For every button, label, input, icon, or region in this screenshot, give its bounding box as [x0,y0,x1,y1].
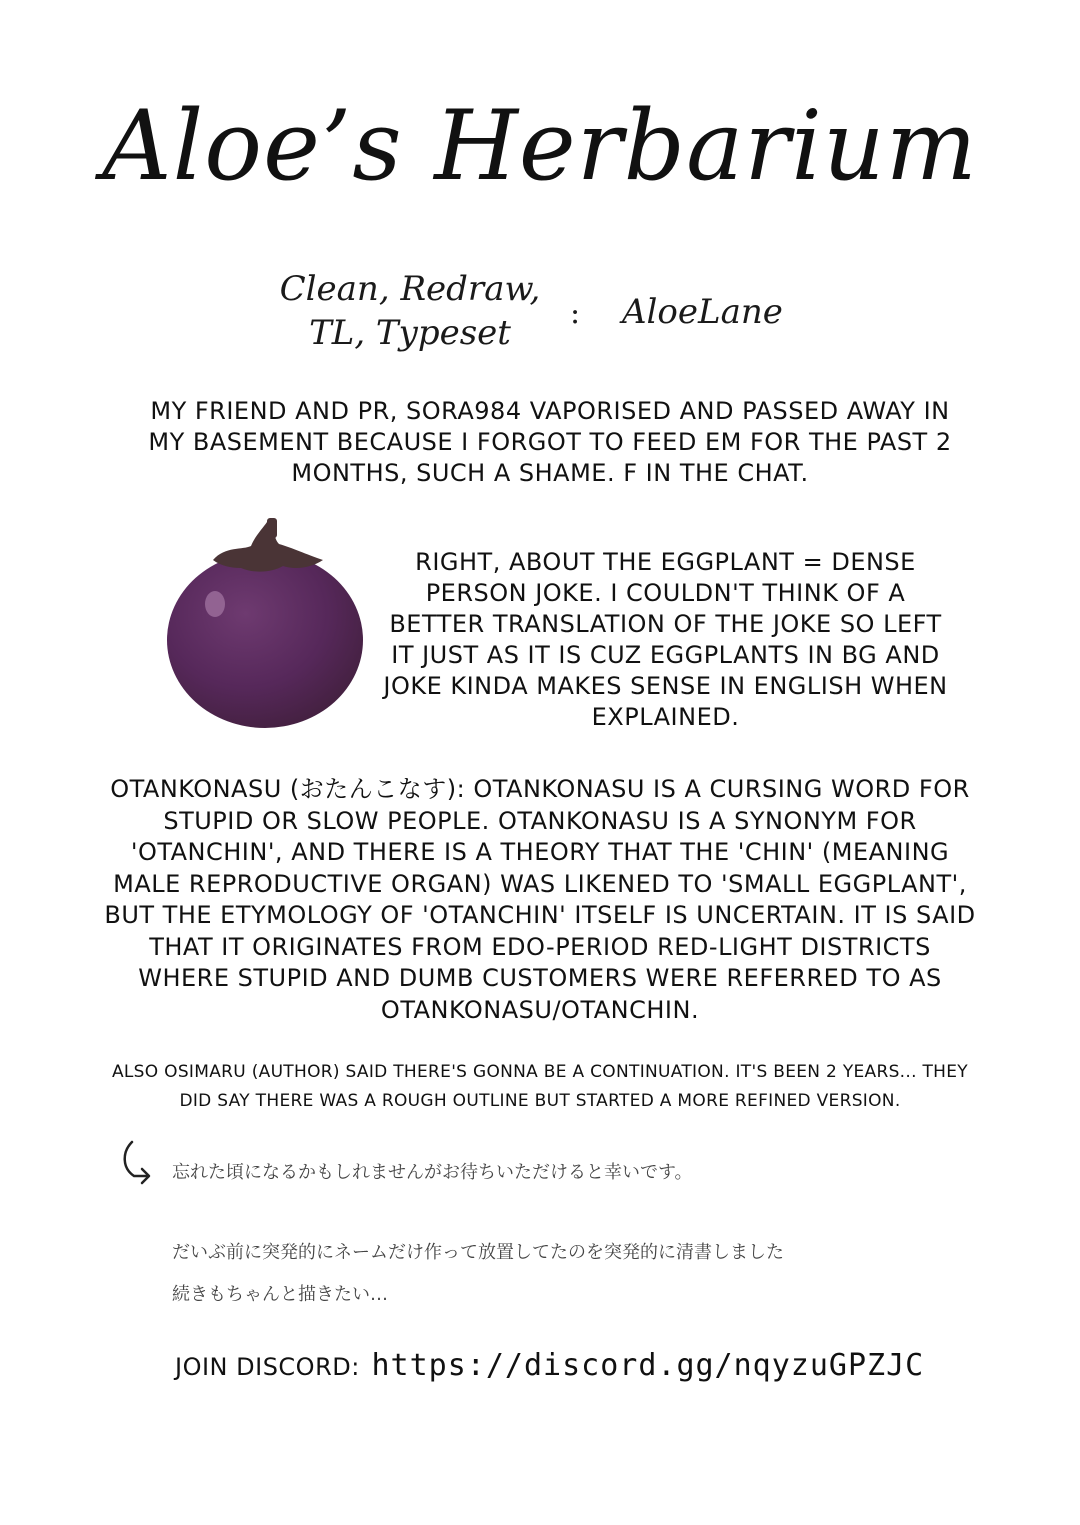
japanese-line-1: 忘れた頃になるかもしれませんがお待ちいただけると幸いです。 [172,1162,693,1183]
credit-separator: : [570,296,581,331]
credit-role-line2: TL, Typeset [309,313,511,353]
eggplant-icon [155,516,375,731]
pr-note: MY FRIEND AND PR, SORA984 VAPORISED AND PASSED AWAY IN MY BASEMENT BECAUSE I FORGOT TO FEED EM FOR THE PAST 2 MONTHS, SUCH A SHAME. F IN THE CHAT. [148,397,952,487]
curved-arrow-icon [118,1138,158,1188]
credit-name: AloeLane [622,292,783,332]
japanese-line-3: 続きもちゃんと描きたい… [172,1284,388,1305]
discord-label: JOIN DISCORD: [175,1353,360,1381]
discord-invite [175,1348,924,1383]
discord-link[interactable]: https://discord.gg/nqyzuGPZJC [371,1348,925,1383]
page-title: Aloe’s Herbarium [102,90,978,202]
continuation-note: ALSO OSIMARU (AUTHOR) SAID THERE'S GONNA BE A CONTINUATION. IT'S BEEN 2 YEARS... THEY DID SAY THERE WAS A ROUGH OUTLINE BUT STARTED A MORE REFINED VERSION. [111,1062,968,1111]
japanese-line-2: だいぶ前に突発的にネームだけ作って放置してたのを突発的に清書しました [172,1242,784,1263]
otankonasu-note: OTANKONASU (おたんこなす): OTANKONASU IS A CURSING WORD FOR STUPID OR SLOW PEOPLE. OTANKONASU IS A SYNONYM FOR 'OTANCHIN', AND THERE IS A THEORY THAT THE 'CHIN' (MEANING MALE REPRODUCTIVE ORGAN) WAS LIKENED TO 'SMALL EGGPLANT', BUT THE ETYMOLOGY OF 'OTANCHIN' ITSELF IS UNCERTAIN. IT IS SAID THAT IT ORIGINATES FROM EDO-PERIOD RED-LIGHT DISTRICTS WHERE STUPID AND DUMB CUSTOMERS WERE REFERRED TO AS OTANKONASU/OTANCHIN. [104,775,976,1024]
eggplant-illustration [155,516,375,731]
eggplant-note: RIGHT, ABOUT THE EGGPLANT = DENSE PERSON JOKE. I COULDN'T THINK OF A BETTER TRANSLATION OF THE JOKE SO LEFT IT JUST AS IT IS CUZ EGGPLANTS IN BG AND JOKE KINDA MAKES SENSE IN ENGLISH WHEN EXPLAINED. [383,548,948,731]
credit-role-line1: Clean, Redraw, [279,269,541,309]
credits-block [0,268,1080,368]
